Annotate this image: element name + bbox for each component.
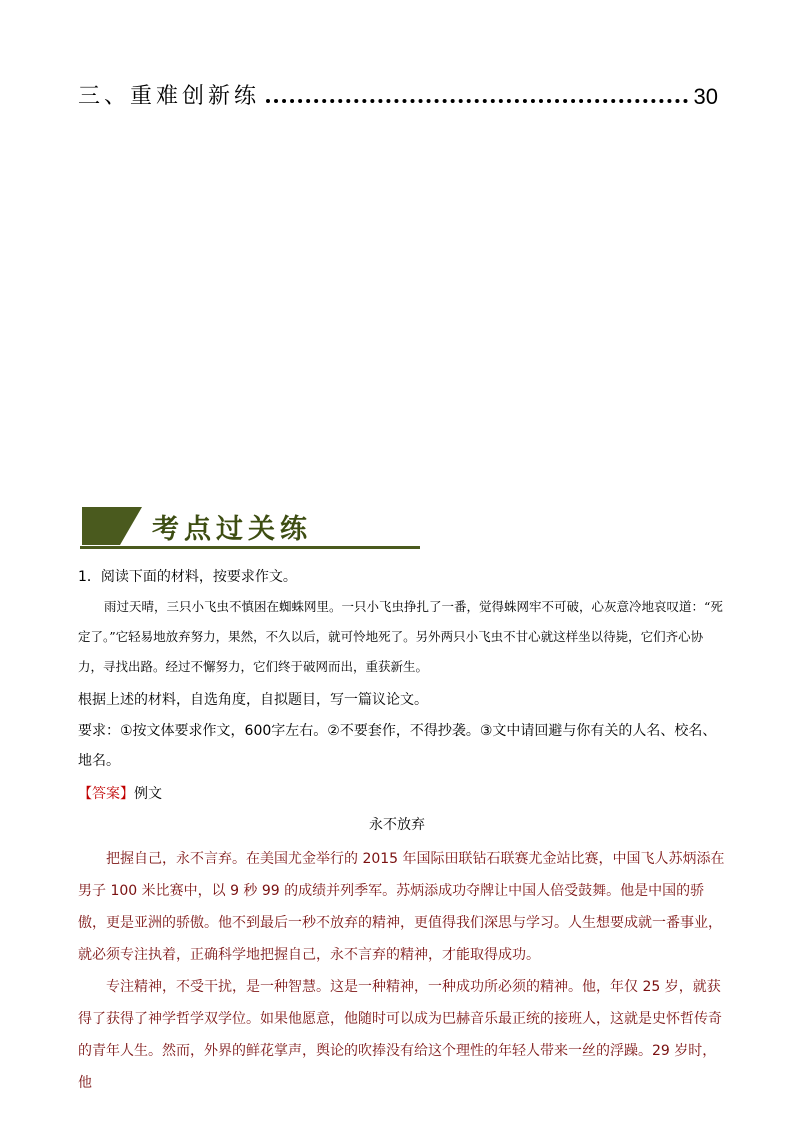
toc-entry[interactable] (78, 76, 718, 110)
question-material (78, 592, 728, 682)
section-title: 考点过关练 (152, 514, 312, 545)
essay-title: 永不放弃 (369, 817, 425, 833)
question-requirements: 要求：①按文体要求作文，600字左右。②不要套作，不得抄袭。③文中请回避与你有关的人名、校名、地名。 (78, 723, 717, 769)
question-stem: 1．阅读下面的材料，按要求作文。 (78, 569, 297, 585)
toc-entry-title: 三、重难创新练 (78, 84, 261, 109)
section-banner (80, 505, 420, 549)
banner-divider (80, 546, 420, 549)
answer-line (78, 782, 728, 806)
question-prompt: 根据上述的材料，自选角度，自拟题目，写一篇议论文。 (78, 692, 428, 708)
essay-body (78, 843, 728, 1099)
question-material-text: 雨过天晴，三只小飞虫不慎困在蜘蛛网里。一只小飞虫挣扎了一番，觉得蛛网牢不可破，心灰意冷地哀叹道：“死定了。”它轻易地放弃努力，果然，不久以后，就可怜地死了。另外两只小飞虫不甘心就这样坐以待毙，它们齐心协力，寻找出路。经过不懈努力，它们终于破网而出，重获新生。 (78, 599, 723, 674)
essay-paragraph: 专注精神，不受干扰，是一种智慧。这是一种精神，一种成功所必须的精神。他，年仅 25 岁，就获得了获得了神学哲学双学位。如果他愿意，他随时可以成为巴赫音乐最正统的接班人，这就是史怀哲传奇的青年人生。然而，外界的鲜花掌声，舆论的吹捧没有给这个理性的年轻人带来一丝的浮躁。29 岁时，他 (78, 979, 722, 1091)
essay-paragraph: 把握自己，永不言弃。在美国尤金举行的 2015 年国际田联钻石联赛尤金站比赛，中国飞人苏炳添在男子 100 米比赛中，以 9 秒 99 的成绩并列季军。苏炳添成功夺牌让中国人倍受鼓舞。他是中国的骄傲，更是亚洲的骄傲。他不到最后一秒不放弃的精神，更值得我们深思与学习。人生想要成就一番事业，就必须专注执着，正确科学地把握自己，永不言弃的精神，才能取得成功。 (78, 851, 725, 963)
toc-leader-dots (266, 99, 688, 103)
answer-label: 例文 (134, 786, 162, 802)
toc-entry-page: 30 (693, 84, 718, 109)
banner-block-icon (82, 507, 142, 545)
answer-tag: 【答案】 (78, 786, 134, 802)
